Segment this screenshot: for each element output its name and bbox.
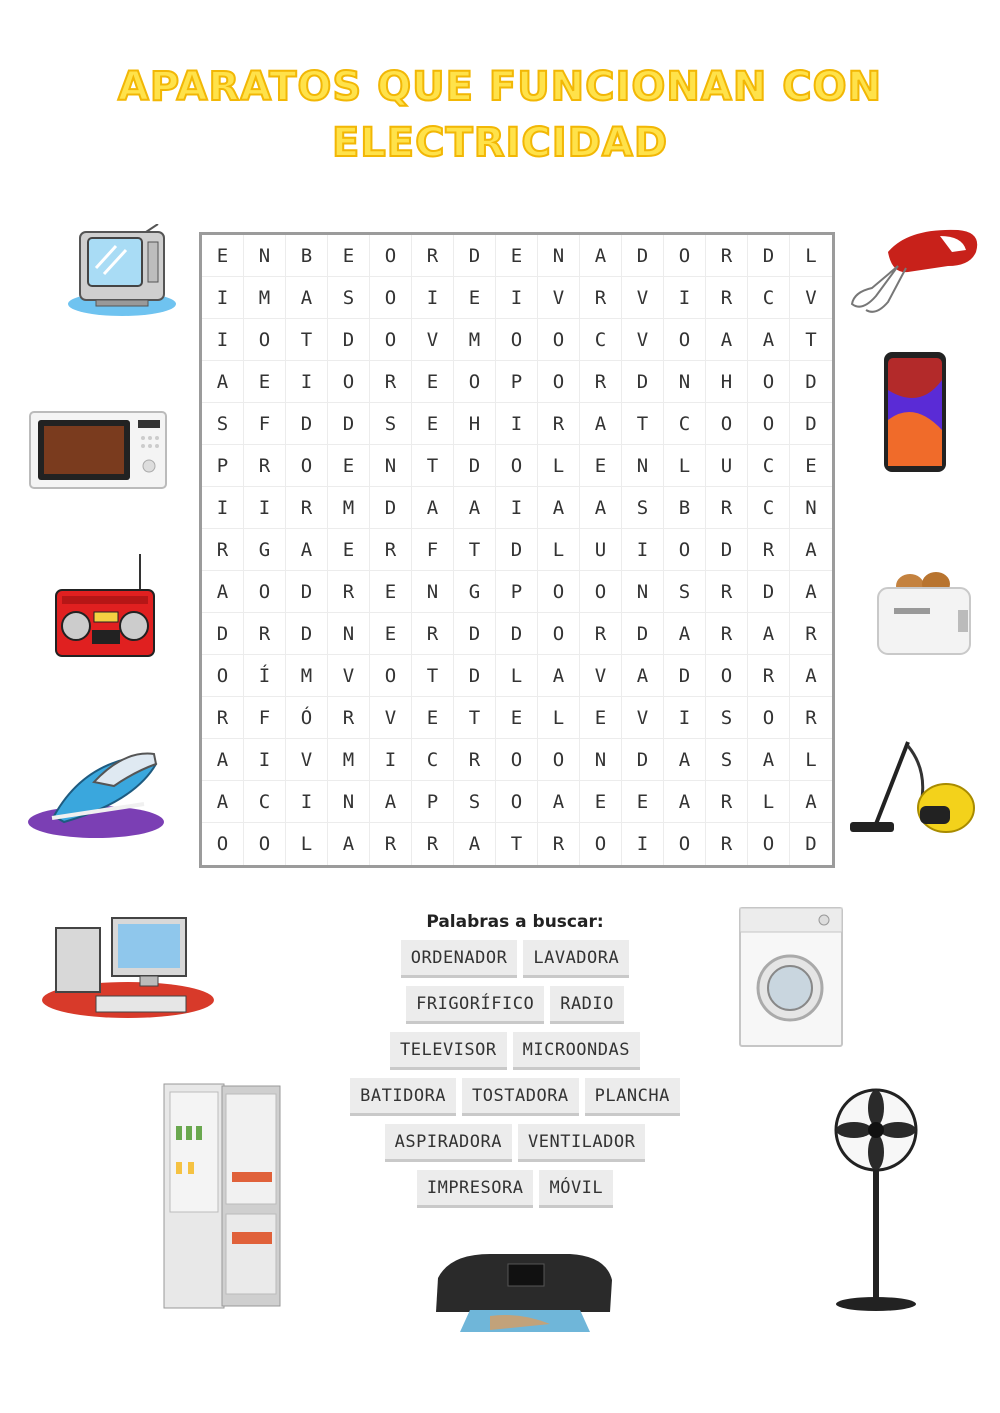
grid-cell[interactable]: O	[496, 739, 538, 781]
grid-cell[interactable]: O	[664, 529, 706, 571]
grid-cell[interactable]: T	[790, 319, 832, 361]
grid-cell[interactable]: E	[580, 445, 622, 487]
grid-cell[interactable]: O	[370, 235, 412, 277]
grid-cell[interactable]: A	[454, 823, 496, 865]
grid-cell[interactable]: O	[664, 823, 706, 865]
grid-cell[interactable]: C	[244, 781, 286, 823]
word-chip[interactable]: MICROONDAS	[513, 1032, 640, 1070]
grid-cell[interactable]: D	[790, 361, 832, 403]
grid-cell[interactable]: O	[244, 823, 286, 865]
grid-cell[interactable]: I	[622, 529, 664, 571]
grid-cell[interactable]: F	[244, 403, 286, 445]
fridge-icon	[160, 1082, 284, 1312]
mixer-icon	[848, 222, 984, 318]
grid-cell[interactable]: B	[664, 487, 706, 529]
grid-cell[interactable]: A	[748, 613, 790, 655]
grid-cell[interactable]: U	[580, 529, 622, 571]
grid-cell[interactable]: V	[328, 655, 370, 697]
grid-cell[interactable]: D	[622, 361, 664, 403]
grid-cell[interactable]: T	[412, 445, 454, 487]
grid-cell[interactable]: M	[328, 739, 370, 781]
grid-cell[interactable]: P	[496, 571, 538, 613]
radio-icon	[52, 550, 158, 660]
grid-cell[interactable]: N	[622, 571, 664, 613]
grid-cell[interactable]: O	[580, 571, 622, 613]
grid-cell[interactable]: O	[496, 445, 538, 487]
grid-cell[interactable]: Ó	[286, 697, 328, 739]
grid-cell[interactable]: P	[412, 781, 454, 823]
grid-cell[interactable]: O	[664, 319, 706, 361]
word-chip[interactable]: BATIDORA	[350, 1078, 456, 1116]
word-chip[interactable]: LAVADORA	[523, 940, 629, 978]
grid-cell[interactable]: I	[286, 361, 328, 403]
grid-cell[interactable]: R	[538, 403, 580, 445]
word-list-title: Palabras a buscar:	[426, 912, 604, 932]
grid-cell[interactable]: D	[286, 403, 328, 445]
grid-cell[interactable]: A	[580, 235, 622, 277]
grid-cell[interactable]: R	[580, 613, 622, 655]
grid-cell[interactable]: I	[244, 739, 286, 781]
word-list-row	[330, 1170, 700, 1208]
grid-cell[interactable]: O	[244, 319, 286, 361]
grid-cell[interactable]: O	[370, 277, 412, 319]
grid-cell[interactable]: S	[202, 403, 244, 445]
grid-cell[interactable]: S	[328, 277, 370, 319]
grid-cell[interactable]: A	[412, 487, 454, 529]
grid-cell[interactable]: N	[790, 487, 832, 529]
grid-cell[interactable]: R	[328, 571, 370, 613]
grid-cell[interactable]: R	[790, 613, 832, 655]
grid-cell[interactable]: R	[370, 361, 412, 403]
grid-cell[interactable]: E	[790, 445, 832, 487]
grid-cell[interactable]: D	[805, 833, 817, 855]
grid-cell[interactable]: N	[622, 445, 664, 487]
grid-cell[interactable]: C	[748, 487, 790, 529]
grid-cell[interactable]: S	[454, 781, 496, 823]
word-list-row	[330, 1078, 700, 1116]
grid-cell[interactable]: P	[202, 445, 244, 487]
word-chip[interactable]: ORDENADOR	[401, 940, 518, 978]
grid-cell[interactable]: E	[370, 571, 412, 613]
grid-cell[interactable]: A	[748, 319, 790, 361]
grid-cell[interactable]: T	[496, 823, 538, 865]
grid-cell[interactable]: R	[706, 571, 748, 613]
grid-cell[interactable]: N	[580, 739, 622, 781]
grid-cell[interactable]: F	[244, 697, 286, 739]
page-title-line-1: APARATOS QUE FUNCIONAN CON	[117, 64, 883, 110]
grid-cell[interactable]: I	[664, 277, 706, 319]
grid-cell[interactable]: T	[454, 529, 496, 571]
grid-cell[interactable]: R	[286, 487, 328, 529]
grid-cell[interactable]: D	[286, 571, 328, 613]
grid-cell[interactable]: E	[244, 361, 286, 403]
grid-cell[interactable]: A	[790, 529, 832, 571]
grid-cell[interactable]: V	[622, 277, 664, 319]
grid-cell[interactable]: L	[496, 655, 538, 697]
grid-cell[interactable]: O	[328, 361, 370, 403]
grid-cell[interactable]: R	[202, 529, 244, 571]
grid-cell[interactable]: D	[790, 403, 832, 445]
phone-icon	[880, 350, 950, 474]
grid-cell[interactable]: M	[244, 277, 286, 319]
grid-cell[interactable]: R	[706, 277, 748, 319]
grid-cell[interactable]: G	[244, 529, 286, 571]
grid-cell[interactable]: A	[748, 739, 790, 781]
grid-cell[interactable]: L	[790, 739, 832, 781]
grid-cell[interactable]: O	[370, 319, 412, 361]
grid-cell[interactable]: C	[748, 277, 790, 319]
grid-cell[interactable]: M	[454, 319, 496, 361]
grid-cell[interactable]: D	[622, 235, 664, 277]
grid-cell[interactable]: A	[538, 781, 580, 823]
grid-cell[interactable]: D	[328, 403, 370, 445]
grid-cell[interactable]: O	[454, 361, 496, 403]
grid-cell[interactable]: D	[748, 235, 790, 277]
grid-cell[interactable]: D	[202, 613, 244, 655]
grid-cell[interactable]: I	[370, 739, 412, 781]
grid-cell[interactable]: L	[748, 781, 790, 823]
word-chip[interactable]: PLANCHA	[585, 1078, 680, 1116]
iron-icon	[24, 742, 174, 842]
grid-cell[interactable]: D	[454, 445, 496, 487]
grid-cell[interactable]: R	[538, 823, 580, 865]
grid-cell[interactable]: I	[496, 277, 538, 319]
grid-cell[interactable]: E	[328, 235, 370, 277]
word-chip[interactable]: RADIO	[550, 986, 624, 1024]
grid-cell[interactable]: O	[748, 361, 790, 403]
grid-cell[interactable]: E	[580, 781, 622, 823]
grid-cell[interactable]: D	[454, 655, 496, 697]
grid-cell[interactable]: L	[538, 445, 580, 487]
grid-cell[interactable]: L	[664, 445, 706, 487]
grid-cell[interactable]: R	[412, 823, 454, 865]
grid-cell[interactable]: R	[454, 739, 496, 781]
grid-cell[interactable]: O	[496, 781, 538, 823]
grid-cell[interactable]: V	[580, 655, 622, 697]
grid-cell[interactable]: T	[412, 655, 454, 697]
grid-cell[interactable]: N	[244, 235, 286, 277]
grid-cell[interactable]: S	[664, 571, 706, 613]
grid-cell[interactable]: E	[202, 235, 244, 277]
word-chip[interactable]: IMPRESORA	[417, 1170, 534, 1208]
grid-cell[interactable]: E	[622, 781, 664, 823]
grid-cell[interactable]: R	[706, 781, 748, 823]
grid-cell[interactable]: A	[286, 529, 328, 571]
grid-cell[interactable]: O	[538, 571, 580, 613]
grid-cell[interactable]: O	[202, 823, 244, 865]
toaster-icon	[874, 560, 974, 660]
grid-cell[interactable]: R	[580, 361, 622, 403]
grid-cell[interactable]: D	[622, 739, 664, 781]
grid-cell[interactable]: V	[412, 319, 454, 361]
grid-cell[interactable]: E	[412, 403, 454, 445]
grid-cell[interactable]: E	[496, 697, 538, 739]
grid-cell[interactable]: R	[706, 235, 748, 277]
grid-cell[interactable]: R	[370, 823, 412, 865]
grid-cell[interactable]: A	[622, 655, 664, 697]
grid-cell[interactable]: I	[412, 277, 454, 319]
grid-cell[interactable]: O	[202, 655, 244, 697]
grid-cell[interactable]: S	[706, 697, 748, 739]
grid-cell[interactable]: R	[580, 277, 622, 319]
grid-cell[interactable]: D	[454, 613, 496, 655]
grid-cell[interactable]: A	[790, 655, 832, 697]
grid-cell[interactable]: R	[244, 445, 286, 487]
grid-cell[interactable]: A	[286, 277, 328, 319]
grid-cell[interactable]: F	[412, 529, 454, 571]
grid-cell[interactable]: E	[412, 697, 454, 739]
grid-cell[interactable]: E	[328, 529, 370, 571]
word-chip[interactable]: MÓVIL	[539, 1170, 613, 1208]
word-chip[interactable]: TOSTADORA	[462, 1078, 579, 1116]
grid-cell[interactable]: I	[664, 697, 706, 739]
grid-cell[interactable]: R	[748, 529, 790, 571]
grid-cell[interactable]: A	[790, 781, 832, 823]
grid-cell[interactable]: A	[580, 487, 622, 529]
grid-cell[interactable]: C	[580, 319, 622, 361]
grid-cell[interactable]: D	[622, 613, 664, 655]
grid-cell[interactable]: O	[496, 319, 538, 361]
word-list-row	[330, 940, 700, 978]
vacuum-icon	[846, 738, 976, 842]
grid-cell[interactable]: D	[706, 529, 748, 571]
grid-cell[interactable]: O	[370, 655, 412, 697]
grid-cell[interactable]: I	[202, 487, 244, 529]
grid-cell[interactable]: N	[328, 613, 370, 655]
grid-cell[interactable]: H	[706, 361, 748, 403]
grid-cell[interactable]: R	[244, 613, 286, 655]
grid-cell[interactable]: R	[706, 613, 748, 655]
grid-cell[interactable]: A	[664, 781, 706, 823]
grid-cell[interactable]: I	[496, 403, 538, 445]
grid-cell[interactable]: E	[580, 697, 622, 739]
fan-icon	[826, 1086, 926, 1314]
grid-cell[interactable]: R	[706, 823, 748, 865]
grid-cell[interactable]: O	[664, 235, 706, 277]
grid-cell[interactable]: O	[748, 403, 790, 445]
word-chip[interactable]: FRIGORÍFICO	[406, 986, 544, 1024]
printer-icon	[430, 1250, 616, 1334]
grid-cell[interactable]: I	[622, 823, 664, 865]
grid-cell[interactable]: R	[412, 613, 454, 655]
grid-cell[interactable]: V	[370, 697, 412, 739]
grid-cell[interactable]: O	[580, 823, 622, 865]
washer-icon	[738, 906, 844, 1048]
grid-cell[interactable]: O	[748, 697, 790, 739]
grid-cell[interactable]: E	[370, 613, 412, 655]
grid-cell[interactable]: S	[370, 403, 412, 445]
grid-cell[interactable]: N	[538, 235, 580, 277]
grid-cell[interactable]: R	[790, 697, 832, 739]
grid-cell[interactable]: R	[412, 235, 454, 277]
grid-cell[interactable]: V	[538, 277, 580, 319]
grid-cell[interactable]: A	[664, 739, 706, 781]
grid-cell[interactable]: S	[622, 487, 664, 529]
grid-cell[interactable]: I	[244, 487, 286, 529]
grid-cell[interactable]: D	[328, 319, 370, 361]
grid-cell[interactable]: O	[538, 319, 580, 361]
grid-cell[interactable]: R	[706, 487, 748, 529]
grid-cell[interactable]: O	[538, 613, 580, 655]
word-chip[interactable]: TELEVISOR	[390, 1032, 507, 1070]
grid-cell[interactable]: A	[790, 571, 832, 613]
grid-cell[interactable]: A	[538, 655, 580, 697]
grid-cell[interactable]: A	[202, 571, 244, 613]
grid-cell[interactable]: G	[454, 571, 496, 613]
grid-cell[interactable]: M	[328, 487, 370, 529]
grid-cell[interactable]: N	[664, 361, 706, 403]
page-title-line-2: ELECTRICIDAD	[331, 120, 669, 166]
grid-cell[interactable]: O	[706, 655, 748, 697]
grid-cell[interactable]: O	[538, 361, 580, 403]
word-list-row	[330, 986, 700, 1024]
grid-cell[interactable]: N	[412, 571, 454, 613]
grid-cell[interactable]: A	[202, 781, 244, 823]
grid-cell[interactable]: L	[790, 235, 832, 277]
word-chip[interactable]: VENTILADOR	[518, 1124, 645, 1162]
grid-cell[interactable]: V	[286, 739, 328, 781]
grid-cell[interactable]: S	[706, 739, 748, 781]
microwave-icon	[28, 408, 168, 492]
word-search-grid[interactable]	[199, 232, 835, 868]
grid-cell[interactable]: R	[202, 697, 244, 739]
grid-cell[interactable]: A	[202, 739, 244, 781]
grid-cell[interactable]: A	[454, 487, 496, 529]
word-list	[330, 940, 700, 1216]
grid-cell[interactable]: T	[454, 697, 496, 739]
grid-cell[interactable]: U	[706, 445, 748, 487]
grid-cell[interactable]: N	[328, 781, 370, 823]
grid-cell[interactable]: D	[496, 529, 538, 571]
grid-cell[interactable]: T	[622, 403, 664, 445]
grid-cell[interactable]: O	[286, 445, 328, 487]
grid-cell[interactable]: L	[538, 529, 580, 571]
grid-cell[interactable]: P	[496, 361, 538, 403]
computer-icon	[40, 914, 216, 1026]
grid-cell[interactable]: A	[370, 781, 412, 823]
grid-cell[interactable]: V	[622, 697, 664, 739]
grid-cell[interactable]: O	[706, 403, 748, 445]
grid-cell[interactable]: D	[286, 613, 328, 655]
grid-cell[interactable]: L	[286, 823, 328, 865]
grid-cell[interactable]: D	[664, 655, 706, 697]
grid-cell[interactable]: O	[538, 739, 580, 781]
grid-cell[interactable]: B	[286, 235, 328, 277]
grid-cell[interactable]: E	[412, 361, 454, 403]
grid-cell[interactable]: E	[328, 445, 370, 487]
grid-cell[interactable]: N	[370, 445, 412, 487]
grid-cell[interactable]: O	[244, 571, 286, 613]
grid-cell[interactable]: E	[454, 277, 496, 319]
grid-cell[interactable]: D	[496, 613, 538, 655]
grid-cell[interactable]: R	[748, 655, 790, 697]
grid-cell[interactable]: A	[706, 319, 748, 361]
word-list-row	[330, 1032, 700, 1070]
grid-cell[interactable]: A	[328, 823, 370, 865]
word-chip[interactable]: ASPIRADORA	[385, 1124, 512, 1162]
grid-cell[interactable]: Í	[244, 655, 286, 697]
grid-cell[interactable]: C	[412, 739, 454, 781]
grid-cell[interactable]: I	[202, 319, 244, 361]
grid-cell[interactable]: D	[454, 235, 496, 277]
grid-cell[interactable]: C	[748, 445, 790, 487]
grid-cell[interactable]: E	[496, 235, 538, 277]
grid-cell[interactable]: R	[328, 697, 370, 739]
grid-cell[interactable]: L	[538, 697, 580, 739]
grid-cell[interactable]: V	[622, 319, 664, 361]
grid-cell[interactable]: D	[370, 487, 412, 529]
grid-cell[interactable]: I	[496, 487, 538, 529]
grid-cell[interactable]: M	[286, 655, 328, 697]
grid-cell[interactable]: O	[748, 823, 790, 865]
word-list-row	[330, 1124, 700, 1162]
television-icon	[66, 224, 178, 320]
grid-cell[interactable]: I	[202, 277, 244, 319]
grid-cell[interactable]: V	[790, 277, 832, 319]
grid-cell[interactable]: D	[748, 571, 790, 613]
grid-cell[interactable]: I	[286, 781, 328, 823]
grid-cell[interactable]: T	[286, 319, 328, 361]
grid-cell[interactable]: A	[538, 487, 580, 529]
grid-cell[interactable]: C	[664, 403, 706, 445]
grid-cell[interactable]: A	[664, 613, 706, 655]
grid-cell[interactable]: A	[580, 403, 622, 445]
grid-cell[interactable]: A	[202, 361, 244, 403]
grid-cell[interactable]: R	[370, 529, 412, 571]
grid-cell[interactable]: H	[454, 403, 496, 445]
